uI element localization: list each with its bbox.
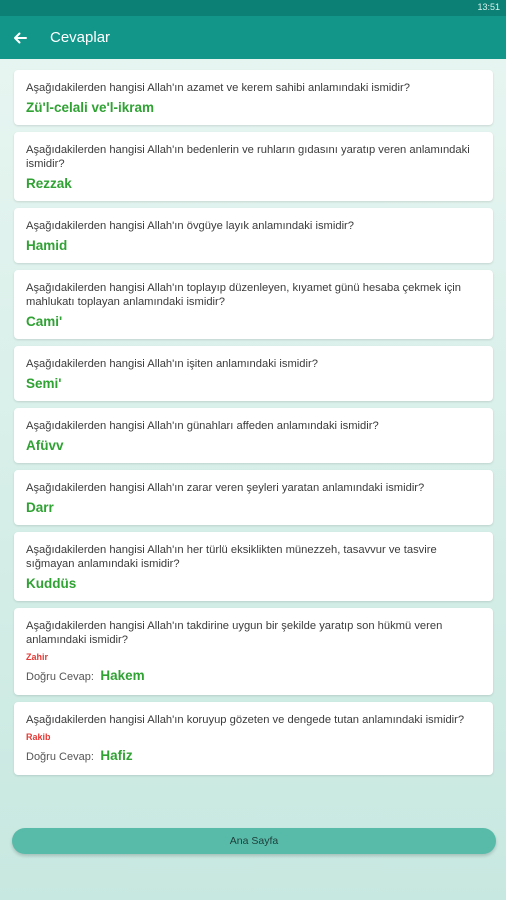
back-button[interactable] [0, 16, 40, 59]
correct-answer: Zü'l-celali ve'l-ikram [26, 100, 154, 115]
question-text: Aşağıdakilerden hangisi Allah'ın bedenlerin ve ruhların gıdasını yaratıp veren anlamındaki ismidir? [26, 144, 470, 170]
question-text: Aşağıdakilerden hangisi Allah'ın işiten anlamındaki ismidir? [26, 358, 318, 370]
app-bar [0, 16, 506, 59]
answers-list [14, 70, 493, 782]
wrong-answer-card [14, 702, 493, 775]
question-text: Aşağıdakilerden hangisi Allah'ın zarar veren şeyleri yaratan anlamındaki ismidir? [26, 482, 425, 494]
home-button[interactable]: Ana Sayfa [12, 828, 496, 854]
question-text: Aşağıdakilerden hangisi Allah'ın takdirine uygun bir şekilde yaratıp son hükmü veren anlamındaki ismidir? [26, 620, 443, 646]
correct-answer: Hakem [100, 668, 145, 683]
arrow-left-icon [12, 30, 28, 46]
answer-card [14, 346, 493, 401]
correct-answer-row [26, 747, 481, 766]
page-title: Cevaplar [50, 29, 111, 46]
question-text: Aşağıdakilerden hangisi Allah'ın koruyup gözeten ve dengede tutan anlamındaki ismidir? [26, 714, 465, 726]
question-text: Aşağıdakilerden hangisi Allah'ın azamet ve kerem sahibi anlamındaki ismidir? [26, 82, 410, 94]
correct-answer-label: Doğru Cevap: [26, 671, 94, 683]
question-text: Aşağıdakilerden hangisi Allah'ın günahları affeden anlamındaki ismidir? [26, 420, 379, 432]
correct-answer: Semi' [26, 376, 62, 391]
correct-answer: Darr [26, 500, 54, 515]
correct-answer: Hafiz [100, 748, 133, 763]
answer-card [14, 532, 493, 601]
answer-card [14, 270, 493, 339]
correct-answer: Rezzak [26, 176, 72, 191]
correct-answer: Afüvv [26, 438, 64, 453]
answer-card [14, 70, 493, 125]
question-text: Aşağıdakilerden hangisi Allah'ın her türlü eksiklikten münezzeh, tasavvur ve tasvire sığmayan anlamındaki ismidir? [26, 544, 437, 570]
answer-card [14, 132, 493, 201]
correct-answer: Hamid [26, 238, 68, 253]
user-wrong-answer: Rakib [26, 732, 51, 742]
wrong-answer-card [14, 608, 493, 695]
user-wrong-answer: Zahir [26, 652, 49, 662]
answer-card [14, 408, 493, 463]
correct-answer: Cami' [26, 314, 63, 329]
correct-answer: Kuddüs [26, 576, 77, 591]
status-time: 13:51 [477, 2, 500, 12]
correct-answer-row [26, 667, 481, 686]
question-text: Aşağıdakilerden hangisi Allah'ın toplayıp düzenleyen, kıyamet günü hesaba çekmek için mahlukatı toplayan anlamındaki ismidir? [26, 282, 461, 308]
correct-answer-label: Doğru Cevap: [26, 751, 94, 763]
answer-card [14, 470, 493, 525]
status-bar [0, 0, 506, 16]
question-text: Aşağıdakilerden hangisi Allah'ın övgüye layık anlamındaki ismidir? [26, 220, 354, 232]
answer-card [14, 208, 493, 263]
